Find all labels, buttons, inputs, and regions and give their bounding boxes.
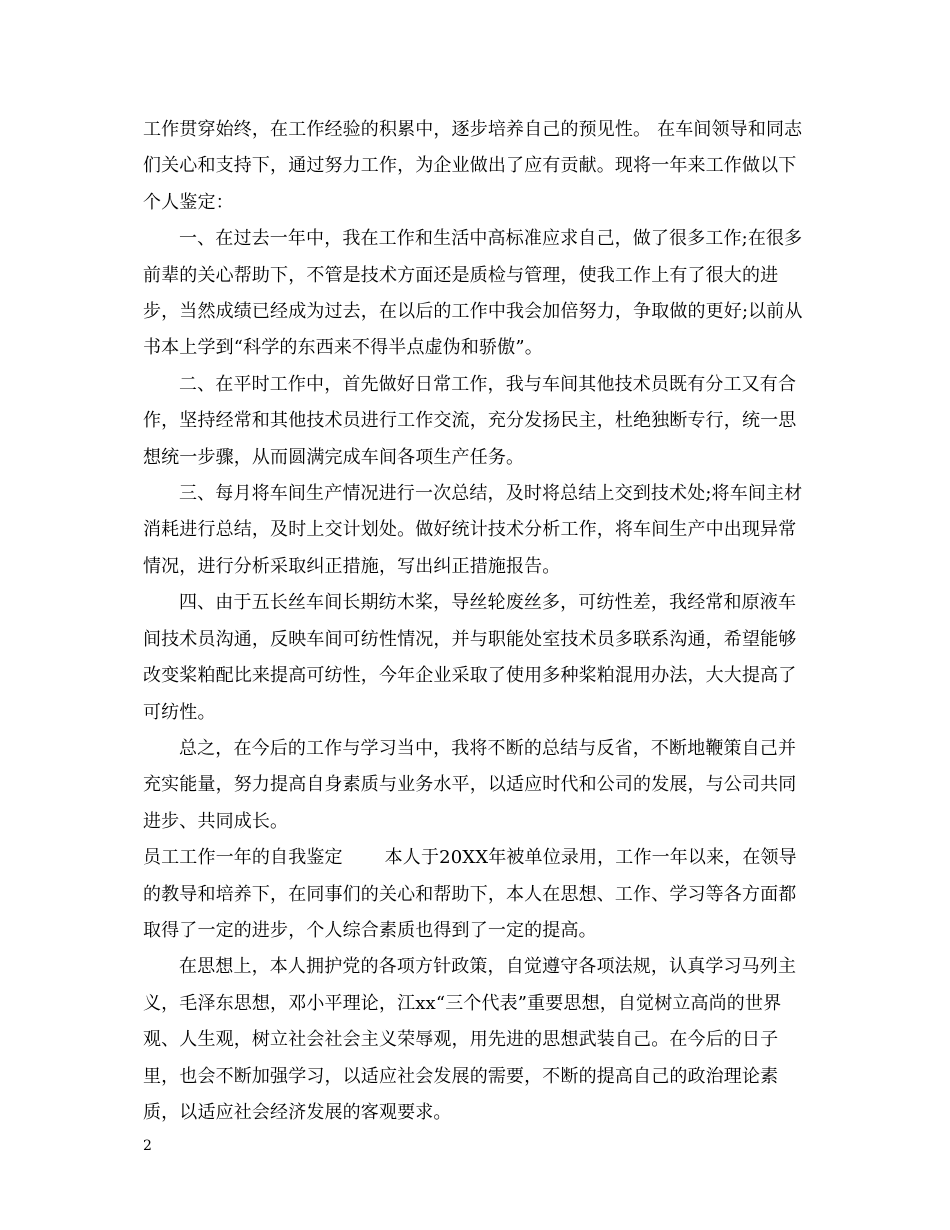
- page-number: 2: [143, 1138, 152, 1154]
- paragraph-ideology: 在思想上，本人拥护党的各项方针政策，自觉遵守各项法规，认真学习马列主义，毛泽东思想，邓小平理论，江xx“三个代表”重要思想，自觉树立高尚的世界观、人生观，树立社会社会主义荣辱观，用先进的思想武装自己。在今后的日子里，也会不断加强学习，以适应社会发展的需要，不断的提高自己的政治理论素质，以适应社会经济发展的客观要求。: [143, 956, 797, 1123]
- paragraph-intro: 工作贯穿始终，在工作经验的积累中，逐步培养自己的预见性。 在车间领导和同志们关心和支持下，通过努力工作，为企业做出了应有贡献。现将一年来工作做以下个人鉴定：: [143, 119, 803, 213]
- paragraph-point-two: 二、在平时工作中，首先做好日常工作，我与车间其他技术员既有分工又有合作，坚持经常和其他技术员进行工作交流，充分发扬民主，杜绝独断专行，统一思想统一步骤，从而圆满完成车间各项生产任务。: [143, 373, 797, 468]
- section-title: 员工工作一年的自我鉴定: [143, 847, 343, 869]
- paragraph-point-three: 三、每月将车间生产情况进行一次总结，及时将总结上交到技术处;将车间主材消耗进行总结，及时上交计划处。做好统计技术分析工作，将车间生产中出现异常情况，进行分析采取纠正措施，写出纠正措施报告。: [143, 483, 803, 577]
- document-body: [143, 112, 813, 1131]
- section-opening-text: 本人于20XX年被单位录用，工作一年以来，在领导的教导和培养下，在同事们的关心和帮助下，本人在思想、工作、学习等各方面都取得了一定的进步，个人综合素质也得到了一定的提高。: [143, 847, 797, 941]
- paragraph-summary: 总之，在今后的工作与学习当中，我将不断的总结与反省，不断地鞭策自己并充实能量，努力提高自身素质与业务水平，以适应时代和公司的发展，与公司共同进步、共同成长。: [143, 737, 797, 832]
- paragraph-point-four: 四、由于五长丝车间长期纺木桨，导丝轮废丝多，可纺性差，我经常和原液车间技术员沟通，反映车间可纺性情况，并与职能处室技术员多联系沟通，希望能够改变桨粕配比来提高可纺性，今年企业采取了使用多种桨粕混用办法，大大提高了可纺性。: [143, 592, 797, 723]
- paragraph-point-one: 一、在过去一年中，我在工作和生活中高标准应求自己，做了很多工作;在很多前辈的关心帮助下，不管是技术方面还是质检与管理，使我工作上有了很大的进步，当然成绩已经成为过去，在以后的工作中我会加倍努力，争取做的更好;以前从书本上学到“科学的东西来不得半点虚伪和骄傲”。: [143, 228, 803, 359]
- paragraph-new-section: [143, 840, 813, 949]
